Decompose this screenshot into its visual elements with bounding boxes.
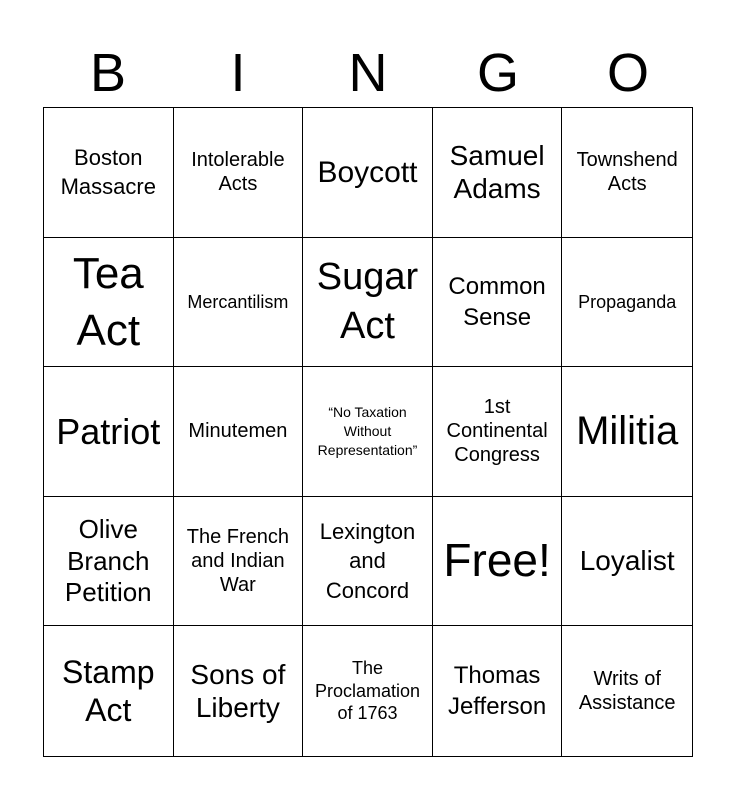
bingo-cell-o3[interactable]	[562, 367, 692, 497]
cell-text: Boston Massacre	[60, 144, 156, 200]
cell-text: Townshend Acts	[576, 149, 678, 196]
bingo-cell-b2[interactable]	[44, 238, 174, 368]
bingo-cell-i4[interactable]	[174, 497, 304, 627]
bingo-cell-o1[interactable]	[562, 108, 692, 238]
cell-text: Sugar Act	[316, 255, 419, 347]
bingo-cell-i1[interactable]	[174, 108, 304, 238]
cell-text: Sons of Liberty	[190, 658, 286, 724]
cell-text: Tea Act	[72, 248, 144, 355]
cell-text: Common Sense	[448, 272, 546, 331]
cell-text: Propaganda	[578, 291, 677, 312]
bingo-cell-i2[interactable]	[174, 238, 304, 368]
cell-text: 1st Continental Congress	[446, 396, 548, 467]
bingo-cell-n5[interactable]	[303, 626, 433, 756]
bingo-cell-n4[interactable]	[303, 497, 433, 627]
bingo-cell-b4[interactable]	[44, 497, 174, 627]
header-letter-i: I	[230, 43, 246, 103]
bingo-header	[43, 42, 693, 104]
bingo-cell-o4[interactable]	[562, 497, 692, 627]
bingo-cell-o2[interactable]	[562, 238, 692, 368]
cell-text: Patriot	[56, 410, 161, 452]
bingo-cell-i5[interactable]	[174, 626, 304, 756]
cell-text: Free!	[443, 534, 551, 587]
cell-text: Thomas Jefferson	[447, 662, 547, 721]
bingo-cell-b3[interactable]	[44, 367, 174, 497]
bingo-cell-o5[interactable]	[562, 626, 692, 756]
bingo-cell-g3[interactable]	[433, 367, 563, 497]
cell-text: Mercantilism	[187, 291, 289, 312]
header-letter-o: O	[606, 43, 649, 103]
cell-text: Militia	[576, 409, 679, 454]
bingo-cell-g2[interactable]	[433, 238, 563, 368]
cell-text: The Proclamation of 1763	[314, 658, 421, 724]
cell-text: Stamp Act	[62, 653, 155, 729]
bingo-board	[43, 107, 693, 757]
bingo-cell-b5[interactable]	[44, 626, 174, 756]
cell-text: Intolerable Acts	[191, 149, 285, 196]
header-letter-g: G	[476, 43, 519, 103]
bingo-cell-g1[interactable]	[433, 108, 563, 238]
bingo-cell-n3[interactable]	[303, 367, 433, 497]
bingo-cell-free-space[interactable]	[433, 497, 563, 627]
cell-text: “No Taxation Without Representation”	[317, 404, 418, 458]
cell-text: Writs of Assistance	[578, 668, 676, 715]
bingo-cell-n1[interactable]	[303, 108, 433, 238]
cell-text: Boycott	[317, 155, 418, 189]
cell-text: Minutemen	[188, 420, 288, 443]
cell-text: Samuel Adams	[449, 139, 545, 205]
header-letter-n: N	[348, 43, 388, 103]
cell-text: Loyalist	[579, 545, 675, 577]
bingo-cell-g5[interactable]	[433, 626, 563, 756]
cell-text: Olive Branch Petition	[64, 514, 152, 607]
cell-text: The French and Indian War	[186, 526, 290, 597]
bingo-cell-n2[interactable]	[303, 238, 433, 368]
bingo-cell-i3[interactable]	[174, 367, 304, 497]
cell-text: Lexington and Concord	[319, 518, 416, 603]
header-letter-b: B	[89, 43, 127, 103]
bingo-cell-b1[interactable]	[44, 108, 174, 238]
